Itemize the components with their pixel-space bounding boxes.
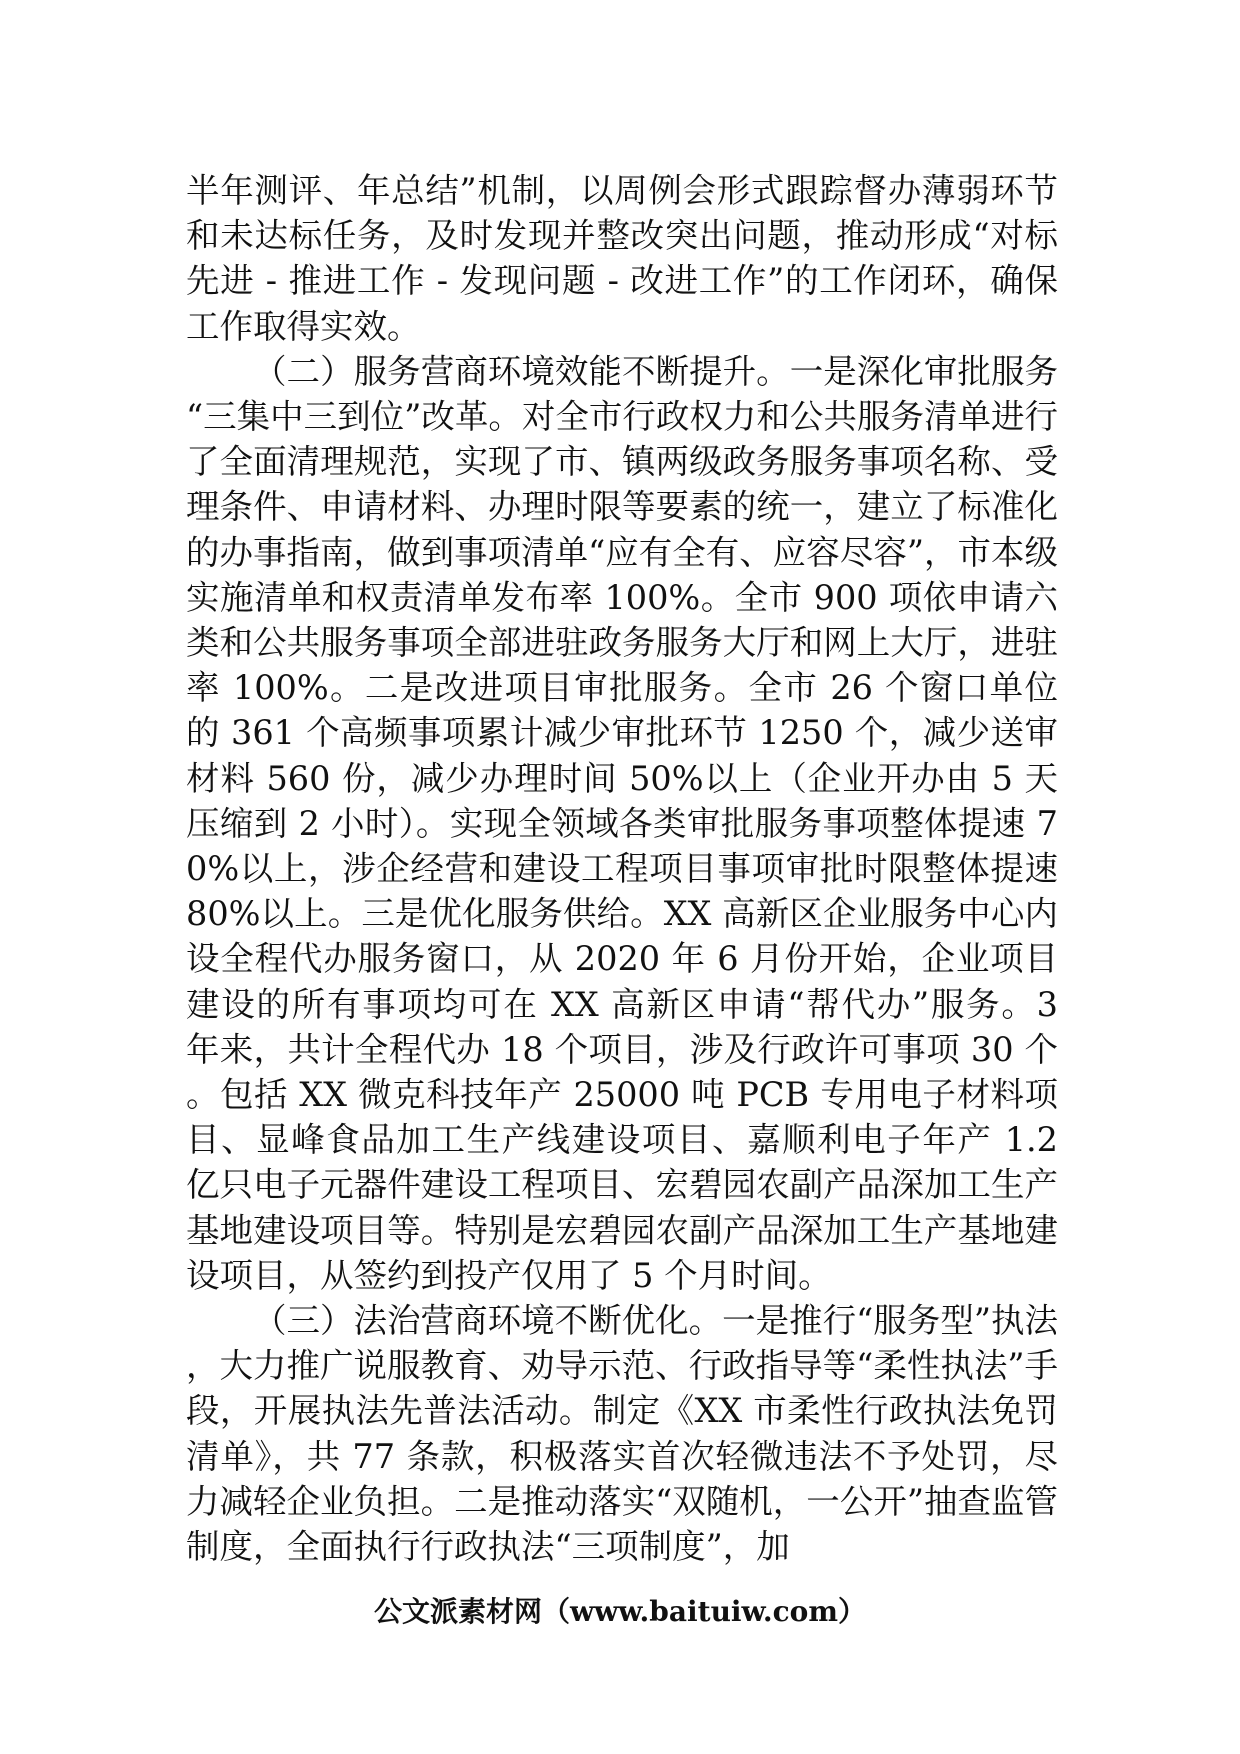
paragraph-section-3: （三）法治营商环境不断优化。一是推行“服务型”执法，大力推广说服教育、劝导示范、行政指导等“柔性执法”手段，开展执法先普法活动。制定《XX 市柔性行政执法免罚清单》，共 77 条款，积极落实首次轻微违法不予处罚，尽力减轻企业负担。二是推动落实“双随机，一公开”抽查监管制度，全面执行行政执法“三项制度”，加 (186, 1301, 1058, 1567)
paragraph-section-2: （二）服务营商环境效能不断提升。一是深化审批服务“三集中三到位”改革。对全市行政权力和公共服务清单进行了全面清理规范，实现了市、镇两级政务服务事项名称、受理条件、申请材料、办理时限等要素的统一，建立了标准化的办事指南，做到事项清单“应有全有、应容尽容”，市本级实施清单和权责清单发布率 100%。全市 900 项依申请六类和公共服务事项全部进驻政务服务大厅和网上大厅，进驻率 100%。二是改进项目审批服务。全市 26 个窗口单位的 361 个高频事项累计减少审批环节 1250 个，减少送审材料 560 份，减少办理时间 50%以上（企业开办由 5 天压缩到 2 小时）。实现全领域各类审批服务事项整体提速 70%以上，涉企经营和建设工程项目事项审批时限整体提速 80%以上。三是优化服务供给。XX 高新区企业服务中心内设全程代办服务窗口，从 2020 年 6 月份开始，企业项目建设的所有事项均可在 XX 高新区申请“帮代办”服务。3 年来，共计全程代办 18 个项目，涉及行政许可事项 30 个。包括 XX 微克科技年产 25000 吨 PCB 专用电子材料项目、显峰食品加工生产线建设项目、嘉顺利电子年产 1.2 亿只电子元器件建设工程项目、宏碧园农副产品深加工生产基地建设项目等。特别是宏碧园农副产品深加工生产基地建设项目，从签约到投产仅用了 5 个月时间。 (186, 351, 1058, 1295)
footer-watermark: 公文派素材网（www.baituiw.com） (374, 1595, 866, 1628)
document-body (186, 168, 1058, 1569)
paragraph-continuation: 半年测评、年总结”机制，以周例会形式跟踪督办薄弱环节和未达标任务，及时发现并整改突出问题，推动形成“对标先进 - 推进工作 - 发现问题 - 改进工作”的工作闭环，确保工作取得实效。 (186, 171, 1058, 346)
